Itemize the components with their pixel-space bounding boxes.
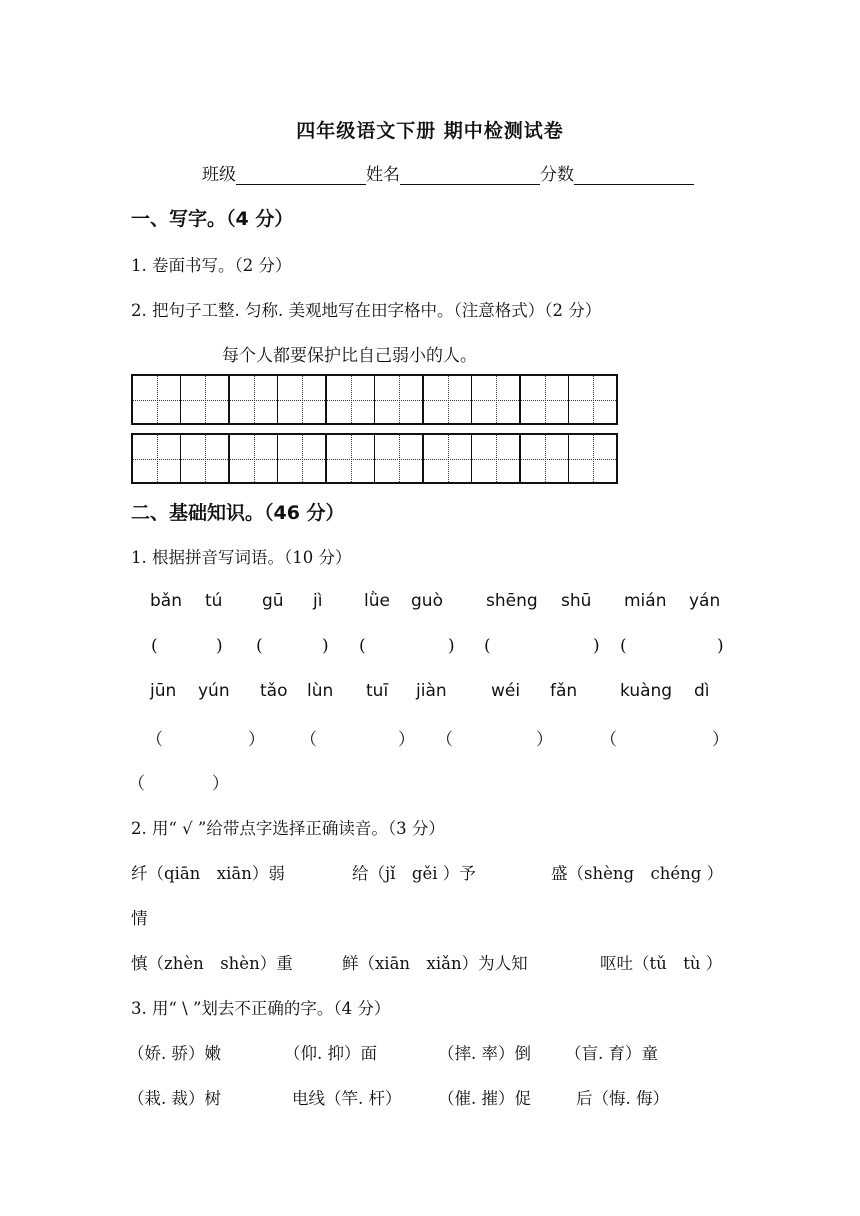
tianzige-block[interactable] [325,433,424,484]
answer-paren: （ [146,730,163,750]
pinyin-syllable: tǎo [260,681,288,701]
pinyin-syllable: guò [411,591,443,611]
reading-choice[interactable]: 呕吐（tǔ tù ） [600,954,723,973]
tianzige-block[interactable] [519,433,618,484]
pinyin-syllable: tuī [366,681,389,701]
pinyin-syllable: jūn [150,681,177,701]
char-choice[interactable]: （娇. 骄）嫩 [128,1044,221,1063]
answer-paren: ) [216,636,223,656]
pinyin-syllable: shēng [486,591,538,611]
student-info-line [202,160,694,185]
pinyin-syllable: jiàn [416,681,447,701]
answer-paren: ( [620,636,627,656]
pinyin-syllable: mián [624,591,667,611]
question-text: 1. 卷面书写。（2 分） [131,256,292,275]
name-label: 姓名 [366,165,400,185]
tianzige-block[interactable] [422,433,521,484]
question-text: 2. 把句子工整. 匀称. 美观地写在田字格中。（注意格式）（2 分） [131,301,602,320]
char-choice[interactable]: 后（悔. 侮） [576,1089,669,1108]
pinyin-syllable: bǎn [150,591,182,611]
pinyin-syllable: dì [694,681,710,701]
answer-paren: （ [128,774,145,794]
tianzige-block[interactable] [228,433,327,484]
char-choice[interactable]: （仰. 抑）面 [284,1044,377,1063]
answer-paren: ) [717,636,724,656]
reading-choice[interactable]: 纤（qiān xiān）弱 [131,864,285,883]
tianzige-block[interactable] [422,374,521,425]
question-text: 1. 根据拼音写词语。（10 分） [131,548,352,567]
copy-sentence: 每个人都要保护比自己弱小的人。 [222,346,477,366]
answer-paren: ) [593,636,600,656]
question-text: 2. 用“ √ ”给带点字选择正确读音。（3 分） [131,819,445,838]
answer-paren: （ [436,730,453,750]
pinyin-syllable: gū [262,591,284,611]
answer-paren: ( [484,636,491,656]
question-text: 3. 用“ \ ”划去不正确的字。（4 分） [131,999,391,1018]
answer-paren: ） [712,730,729,750]
char-choice[interactable]: 电线（竿. 杆） [292,1089,402,1108]
class-label: 班级 [202,165,236,185]
score-label: 分数 [540,165,574,185]
page-title: 四年级语文下册 期中检测试卷 [296,120,564,142]
pinyin-syllable: tú [205,591,223,611]
name-blank[interactable] [400,166,540,185]
pinyin-syllable: jì [313,591,323,611]
answer-paren: ( [359,636,366,656]
pinyin-syllable: yán [689,591,721,611]
pinyin-syllable: fǎn [550,681,578,701]
reading-choice[interactable]: 给（jǐ gěi ）予 [352,864,476,883]
answer-paren: ） [536,730,553,750]
reading-choice[interactable]: 盛（shèng chéng ） [551,864,724,883]
answer-paren: ( [151,636,158,656]
pinyin-syllable: yún [198,681,230,701]
reading-choice[interactable]: 鲜（xiān xiǎn）为人知 [342,954,528,973]
pinyin-syllable: wéi [491,681,521,701]
tianzige-block[interactable] [131,374,230,425]
answer-paren: （ [600,730,617,750]
section-heading: 一、写字。（4 分） [131,208,294,230]
answer-paren: ） [212,774,229,794]
tianzige-row [131,433,616,484]
char-choice[interactable]: （栽. 裁）树 [128,1089,221,1108]
char-choice[interactable]: （摔. 率）倒 [438,1044,531,1063]
pinyin-syllable: lǜe [364,591,390,611]
char-choice[interactable]: （催. 摧）促 [438,1089,531,1108]
pinyin-syllable: lùn [307,681,334,701]
pinyin-syllable: shū [561,591,592,611]
tianzige-block[interactable] [228,374,327,425]
answer-paren: （ [300,730,317,750]
answer-paren: ） [398,730,415,750]
tianzige-block[interactable] [519,374,618,425]
tianzige-block[interactable] [131,433,230,484]
score-blank[interactable] [574,166,694,185]
answer-paren: ) [322,636,329,656]
answer-paren: ) [448,636,455,656]
reading-choice[interactable]: 慎（zhèn shèn）重 [131,954,293,973]
answer-paren: ( [256,636,263,656]
section-heading: 二、基础知识。（46 分） [131,502,345,524]
reading-choice-wrap: 情 [131,909,148,928]
class-blank[interactable] [236,166,366,185]
answer-paren: ） [248,730,265,750]
char-choice[interactable]: （盲. 育）童 [565,1044,658,1063]
tianzige-row [131,374,616,425]
pinyin-syllable: kuàng [620,681,673,701]
tianzige-block[interactable] [325,374,424,425]
